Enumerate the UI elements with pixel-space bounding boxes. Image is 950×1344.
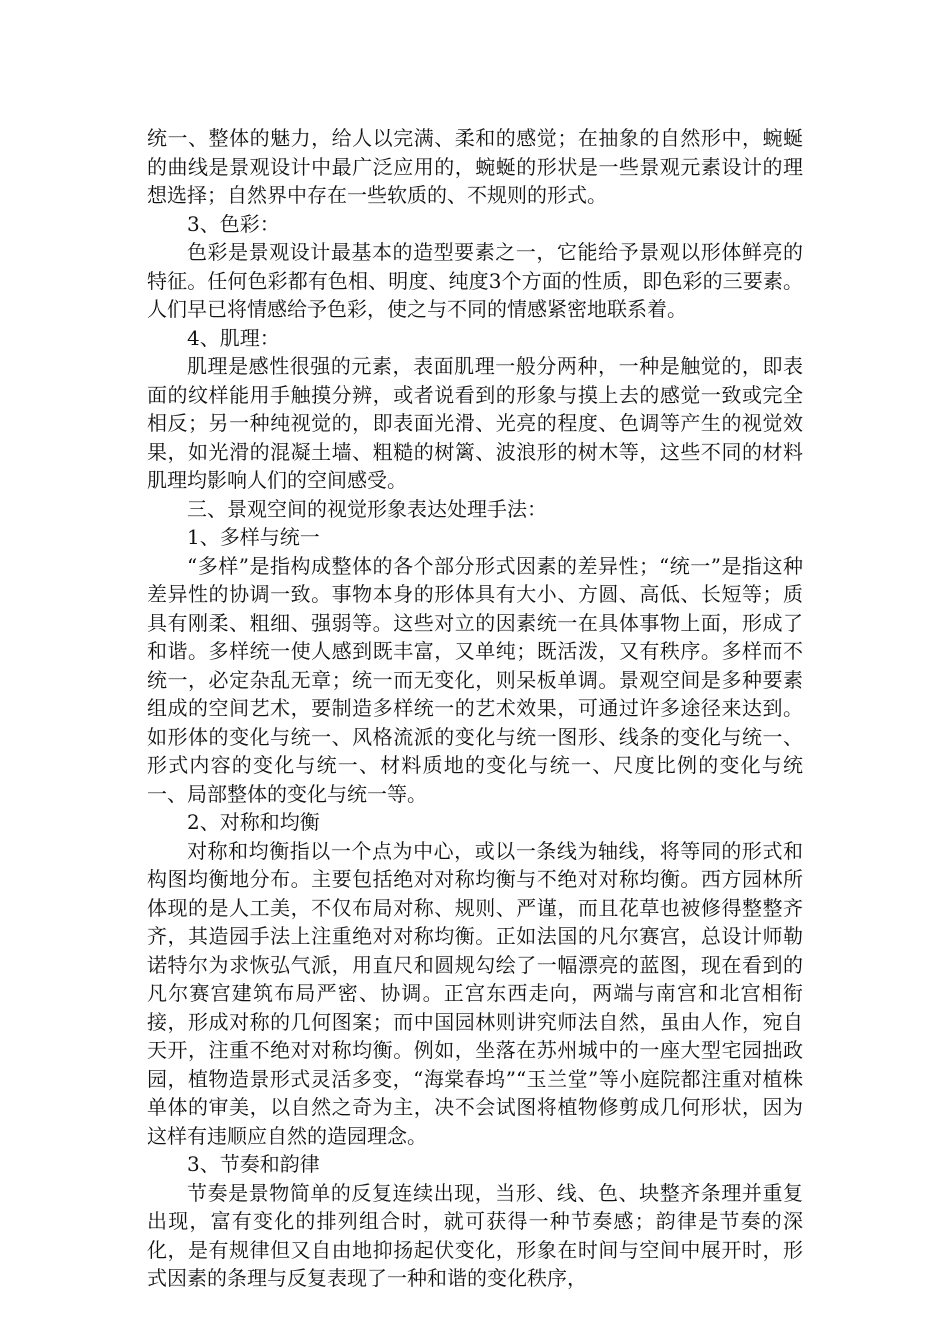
paragraph-continuation: 统一、整体的魅力，给人以完满、柔和的感觉；在抽象的自然形中，蜿蜒的曲线是景观设计中最广泛应用的，蜿蜒的形状是一些景观元素设计的理想选择；自然界中存在一些软质的、不规则的形式。 [147, 126, 803, 207]
heading-variety-unity: 1、多样与统一 [187, 525, 320, 549]
heading-color: 3、色彩： [187, 211, 280, 236]
document-page [147, 124, 803, 1293]
section-heading-visual-expression: 三、景观空间的视觉形象表达处理手法： [187, 496, 547, 521]
paragraph-rhythm: 节奏是景物简单的反复连续出现，当形、线、色、块整齐条理并重复出现，富有变化的排列组合时，就可获得一种节奏感；韵律是节奏的深化，是有规律但又自由地抑扬起伏变化，形象在时间与空间中展开时，形式因素的条理与反复表现了一种和谐的变化秩序， [147, 1180, 803, 1290]
heading-symmetry-balance: 2、对称和均衡 [187, 810, 320, 834]
paragraph-symmetry-balance: 对称和均衡指以一个点为中心，或以一条线为轴线，将等同的形式和构图均衡地分布。主要包括绝对对称均衡与不绝对对称均衡。西方园林所体现的是人工美，不仅布局对称、规则、严谨，而且花草也被修得整整齐齐，其造园手法上注重绝对对称均衡。正如法国的凡尔赛宫，总设计师勒诺特尔为求恢弘气派，用直尺和圆规勾绘了一幅漂亮的蓝图，现在看到的凡尔赛宫建筑布局严密、协调。正宫东西走向，两端与南宫和北宫相衔接，形成对称的几何图案；而中国园林则讲究师法自然，虽由人作，宛自天开，注重不绝对对称均衡。例如，坐落在苏州城中的一座大型宅园拙政园，植物造景形式灵活多变，“海棠春坞”“玉兰堂”等小庭院都注重对植株单体的审美，以自然之奇为主，决不会试图将植物修剪成几何形状，因为这样有违顺应自然的造园理念。 [147, 838, 803, 1148]
heading-rhythm: 3、节奏和韵律 [187, 1152, 320, 1176]
heading-texture: 4、肌理： [187, 325, 280, 350]
paragraph-variety-unity: “多样”是指构成整体的各个部分形式因素的差异性；“统一”是指这种差异性的协调一致。事物本身的形体具有大小、方圆、高低、长短等；质具有刚柔、粗细、强弱等。这些对立的因素统一在具体事物上面，形成了和谐。多样统一使人感到既丰富，又单纯；既活泼，又有秩序。多样而不统一，必定杂乱无章；统一而无变化，则呆板单调。景观空间是多种要素组成的空间艺术，要制造多样统一的艺术效果，可通过许多途径来达到。如形体的变化与统一、风格流派的变化与统一图形、线条的变化与统一、形式内容的变化与统一、材料质地的变化与统一、尺度比例的变化与统一、局部整体的变化与统一等。 [147, 553, 803, 806]
paragraph-texture: 肌理是感性很强的元素，表面肌理一般分两种，一种是触觉的，即表面的纹样能用手触摸分辨，或者说看到的形象与摸上去的感觉一致或完全相反；另一种纯视觉的，即表面光滑、光亮的程度、色调等产生的视觉效果，如光滑的混凝土墙、粗糙的树篱、波浪形的树木等，这些不同的材料肌理均影响人们的空间感受。 [147, 354, 803, 492]
paragraph-color: 色彩是景观设计最基本的造型要素之一，它能给予景观以形体鲜亮的特征。任何色彩都有色相、明度、纯度3个方面的性质，即色彩的三要素。人们早已将情感给予色彩，使之与不同的情感紧密地联系着。 [147, 240, 803, 321]
